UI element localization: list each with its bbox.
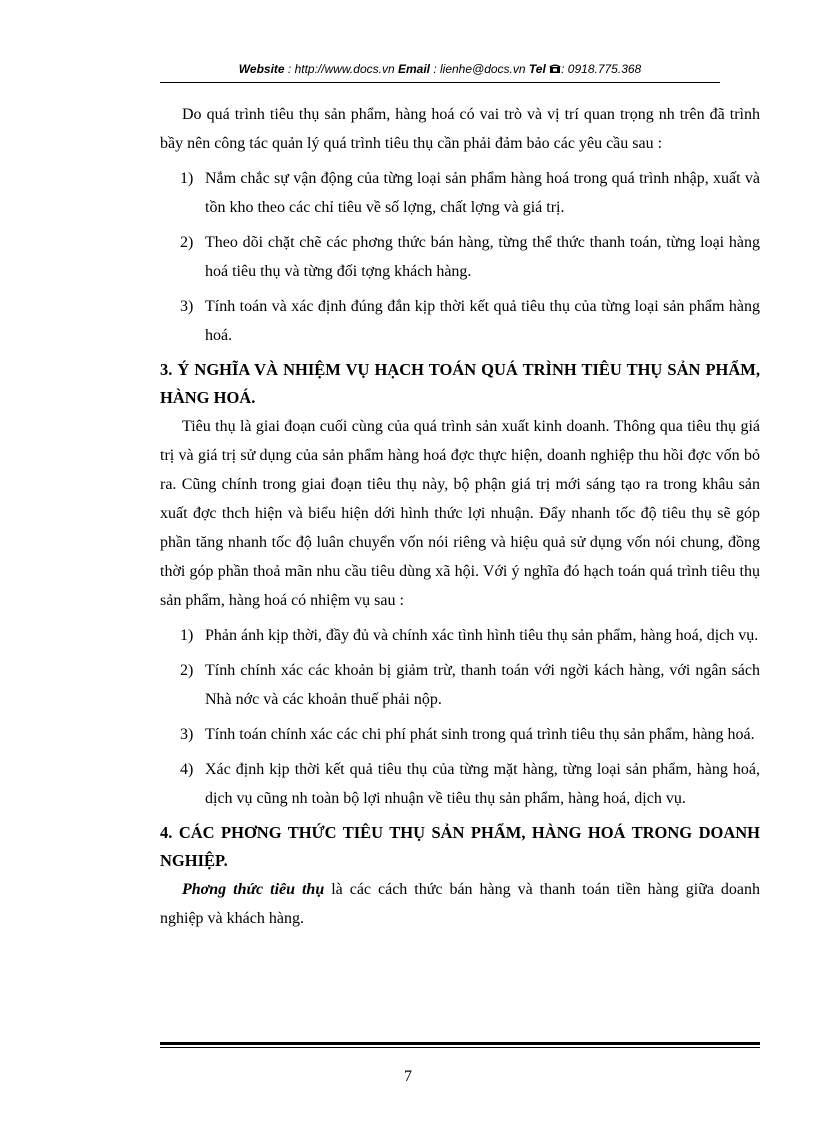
- requirements-list: [160, 164, 760, 350]
- list-number: 1): [180, 170, 194, 187]
- website-value: : http://www.docs.vn: [284, 62, 398, 76]
- page-header: [160, 60, 720, 83]
- section-4-paragraph: [160, 875, 760, 933]
- tel-label: Tel: [528, 62, 546, 76]
- list-item: [160, 656, 760, 714]
- section-3-heading: 3. Ý NGHĨA VÀ NHIỆM VỤ HẠCH TOÁN QUÁ TRÌNH TIÊU THỤ SẢN PHẨM, HÀNG HOÁ.: [160, 360, 760, 407]
- list-number: 3): [180, 726, 194, 743]
- section-4-term: Phơng thức tiêu thụ: [182, 881, 325, 898]
- list-number: 3): [180, 298, 194, 315]
- section-4-definition: là các cách thức bán hàng và thanh toán tiền hàng giữa doanh nghiệp và khách hàng.: [160, 881, 761, 927]
- email-label: Email: [397, 62, 430, 76]
- phone-icon: [549, 63, 561, 74]
- list-item: [160, 720, 760, 749]
- section-4-heading: 4. CÁC PHƠNG THỨC TIÊU THỤ SẢN PHẨM, HÀNG HOÁ TRONG DOANH NGHIỆP.: [160, 823, 760, 870]
- intro-paragraph: Do quá trình tiêu thụ sản phẩm, hàng hoá có vai trò và vị trí quan trọng nh trên đã trình bầy nên công tác quản lý quá trình tiêu thụ cần phải đảm bảo các yêu cầu sau :: [160, 106, 760, 152]
- list-item: [160, 621, 760, 650]
- list-text: Theo dõi chặt chẽ các phơng thức bán hàng, từng thể thức thanh toán, từng loại hàng hoá tiêu thụ và từng đối tợng khách hàng.: [205, 234, 760, 280]
- list-item: [160, 228, 760, 286]
- list-text: Tính toán chính xác các chi phí phát sinh trong quá trình tiêu thụ sản phẩm, hàng hoá.: [205, 726, 755, 743]
- list-item: [160, 164, 760, 222]
- document-body: [160, 100, 760, 933]
- list-text: Tính toán và xác định đúng đắn kịp thời kết quả tiêu thụ của từng loại sản phẩm hàng hoá.: [205, 298, 760, 344]
- list-number: 1): [180, 627, 194, 644]
- website-label: Website: [238, 62, 285, 76]
- list-text: Nắm chắc sự vận động của từng loại sản phẩm hàng hoá trong quá trình nhập, xuất và tồn kho theo các chỉ tiêu về số lợng, chất lợng và giá trị.: [205, 170, 760, 216]
- footer-rule: [160, 1042, 760, 1048]
- tel-value: : 0918.775.368: [561, 62, 642, 76]
- list-number: 2): [180, 662, 194, 679]
- list-item: [160, 292, 760, 350]
- tasks-list: [160, 621, 760, 813]
- list-number: 2): [180, 234, 194, 251]
- email-value: : lienhe@docs.vn: [429, 62, 529, 76]
- page-number: 7: [404, 1068, 412, 1085]
- list-text: Xác định kịp thời kết quả tiêu thụ của từng mặt hàng, từng loại sản phẩm, hàng hoá, dịch vụ cũng nh toàn bộ lợi nhuận về tiêu thụ sản phẩm, hàng hoá, dịch vụ.: [205, 761, 760, 807]
- list-text: Tính chính xác các khoản bị giảm trừ, thanh toán với ngời kách hàng, với ngân sách Nhà nớc và các khoản thuế phải nộp.: [205, 662, 760, 708]
- list-text: Phản ánh kịp thời, đầy đủ và chính xác tình hình tiêu thụ sản phẩm, hàng hoá, dịch vụ.: [205, 627, 759, 644]
- section-3-paragraph: Tiêu thụ là giai đoạn cuối cùng của quá trình sản xuất kinh doanh. Thông qua tiêu thụ giá trị và giá trị sử dụng của sản phẩm hàng hoá đợc thực hiện, doanh nghiệp thu hồi đợc vốn bỏ ra. Cũng chính trong giai đoạn tiêu thụ này, bộ phận giá trị mới sáng tạo ra trong khâu sản xuất đợc thch hiện và biểu hiện dới hình thức lợi nhuận. Đẩy nhanh tốc độ tiêu thụ sẽ góp phần tăng nhanh tốc độ luân chuyển vốn nói riêng và hiệu quả sử dụng vốn nói chung, đồng thời góp phần thoả mãn nhu cầu tiêu dùng xã hội. Với ý nghĩa đó hạch toán quá trình tiêu thụ sản phẩm, hàng hoá có nhiệm vụ sau :: [160, 418, 760, 609]
- list-number: 4): [180, 761, 194, 778]
- list-item: [160, 755, 760, 813]
